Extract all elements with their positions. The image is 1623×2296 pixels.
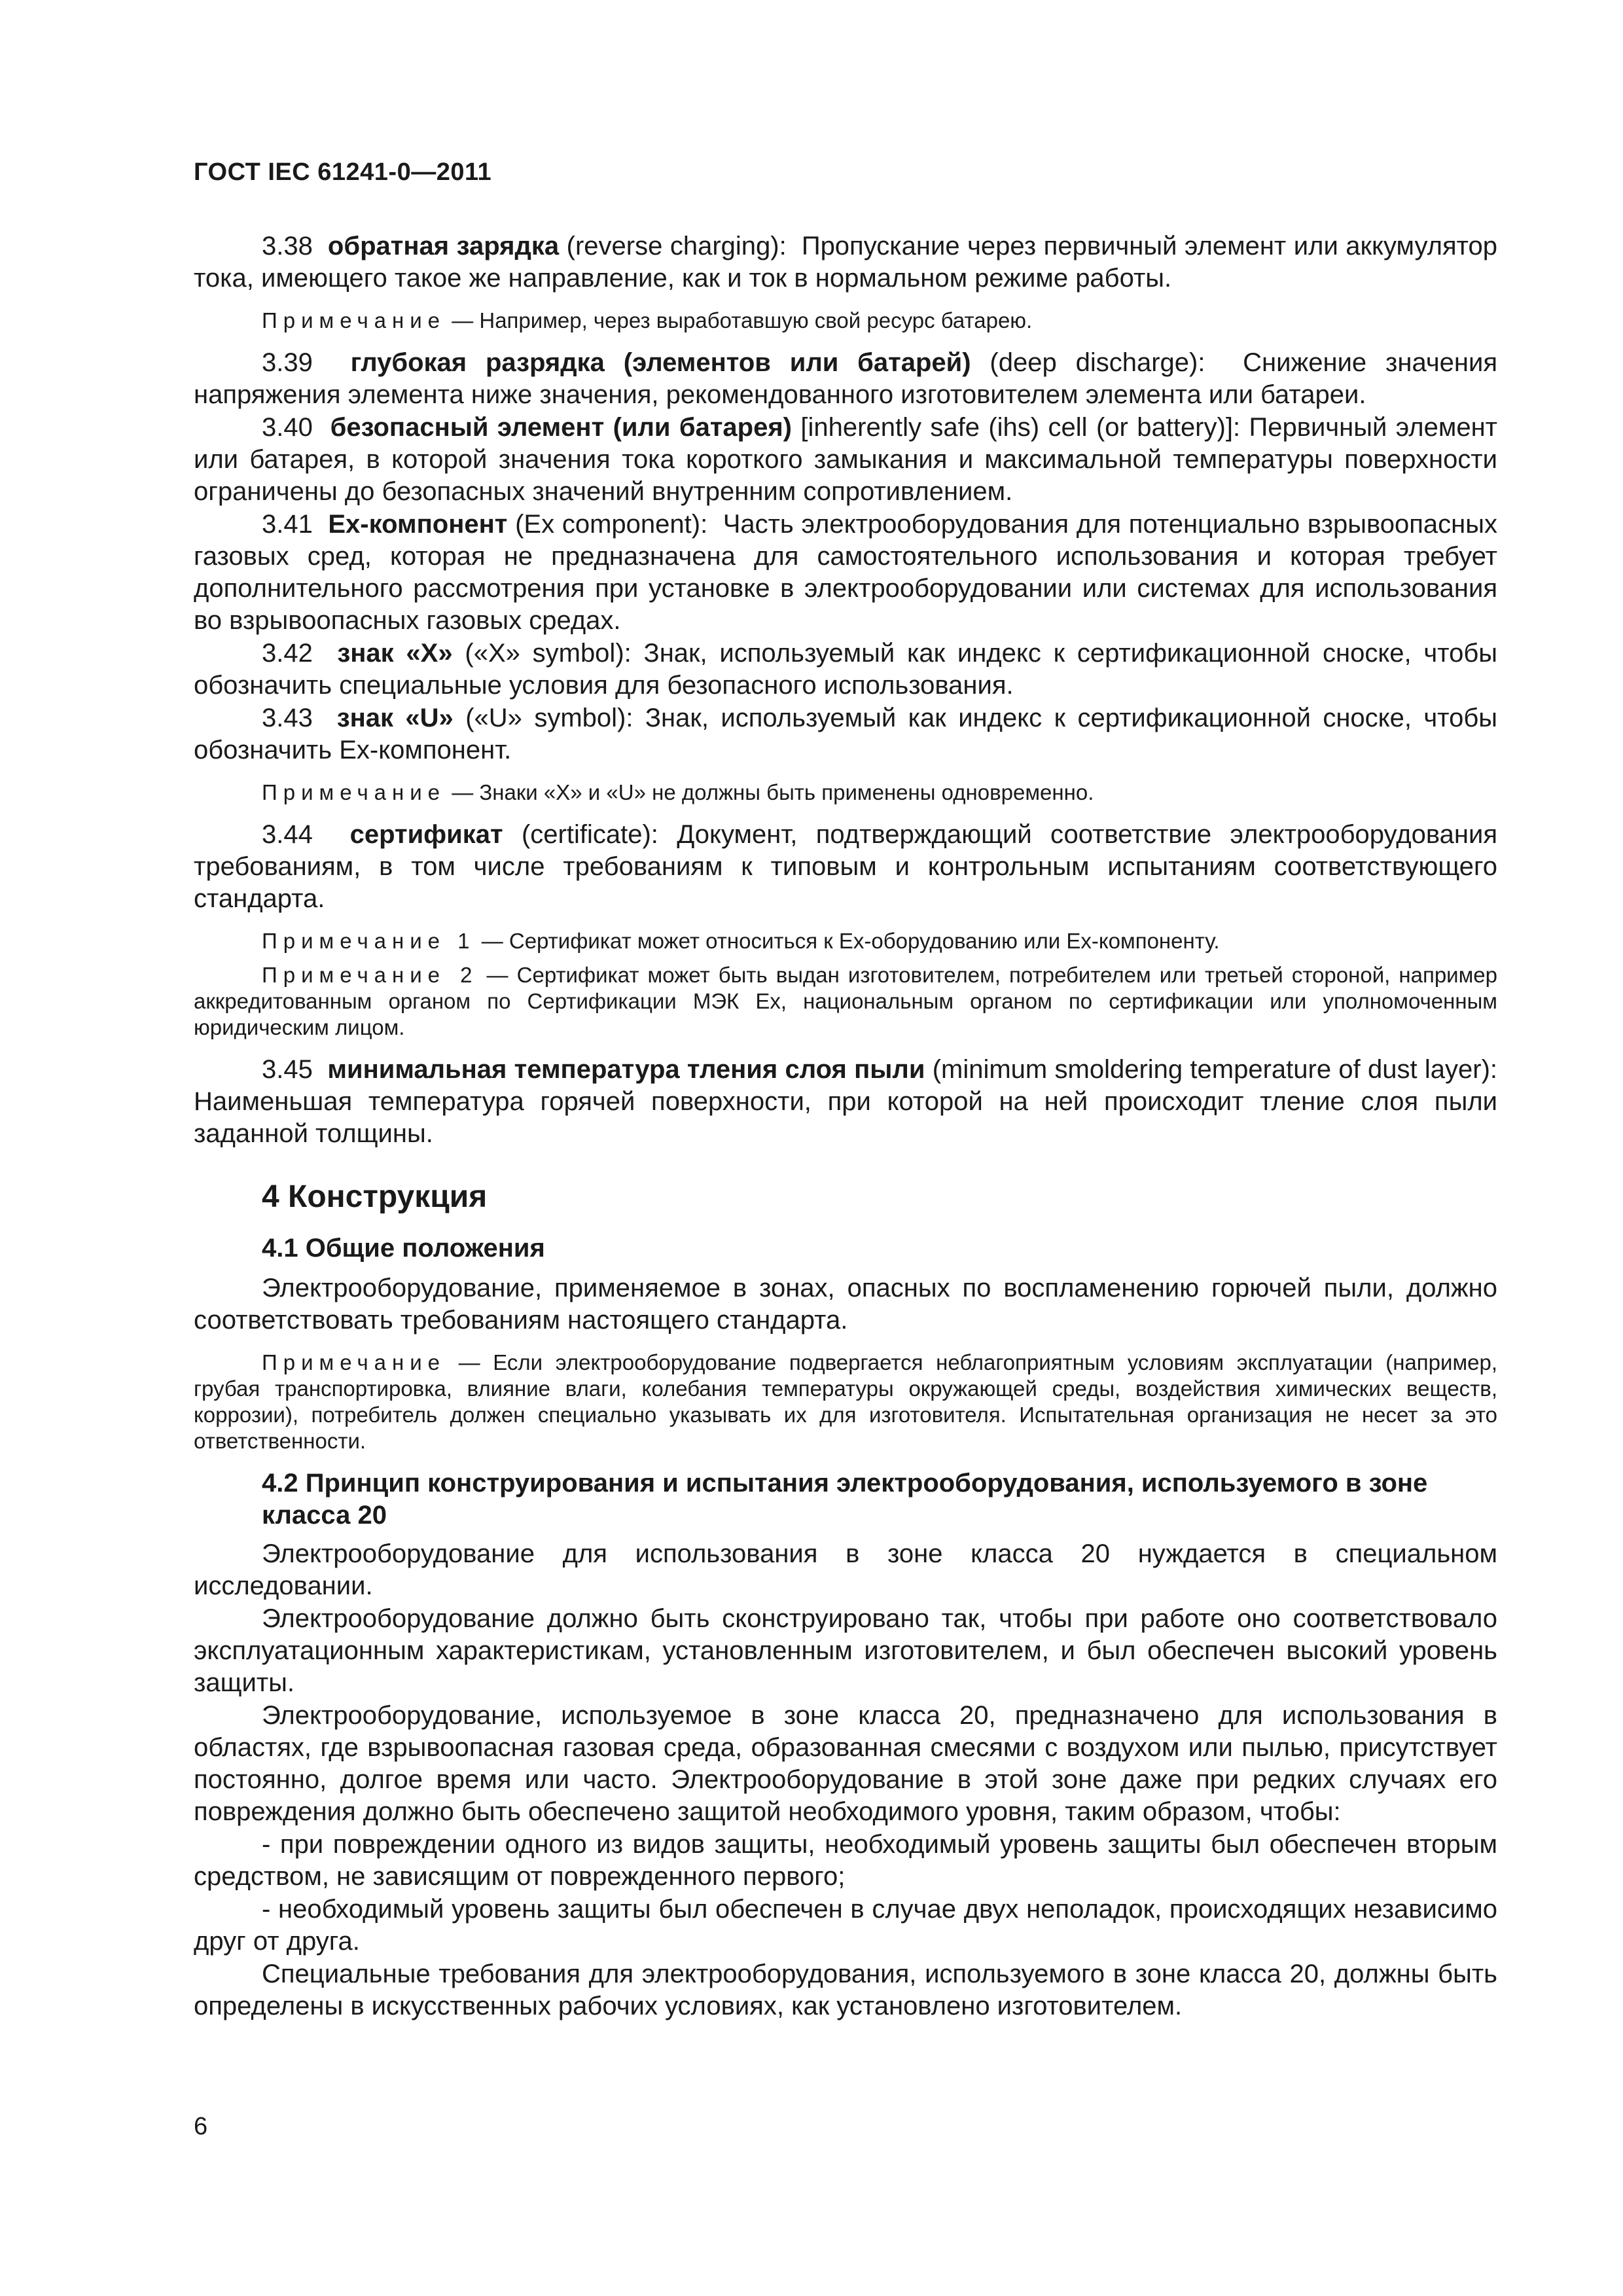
term-3-42 [194,637,1497,702]
term-name: глубокая разрядка (элементов или батарей) [350,348,971,377]
note-3-38 [194,308,1497,334]
note-label: Примечание [262,1350,446,1374]
note-text: — Сертификат может быть выдан изготовителем, потребителем или третьей стороной, например аккредитованным органом по Сертификации МЭК Ex, национальным органом по сертификации или уполномоченным юридическим лицом. [194,963,1498,1039]
term-english: (certificate): [521,820,658,849]
note-4-1 [194,1350,1497,1454]
term-3-43 [194,702,1497,766]
term-number: 3.43 [262,704,313,732]
section-4-1-paragraph: Электрооборудование, применяемое в зонах, опасных по воспламенению горючей пыли, должно соответствовать требованиям настоящего стандарта. [194,1274,1497,1335]
term-number: 3.40 [262,413,313,442]
section-4-2-bullet-1: - при повреждении одного из видов защиты, необходимый уровень защиты был обеспечен вторым средством, не зависящим от поврежденного первого; [194,1830,1497,1891]
term-3-40 [194,412,1497,508]
term-definition: Первичный элемент или батарея, в которой значения тока короткого замыкания и максимальной температуры поверхности ограничены до безопасных значений внутренним сопротивлением. [194,413,1497,506]
section-4-1-heading: 4.1 Общие положения [262,1234,545,1263]
note-text: — Сертификат может относиться к Ex-оборудованию или Ex-компоненту. [481,929,1220,953]
note-3-44-2 [194,962,1497,1041]
term-number: 3.42 [262,639,313,668]
note-3-43 [194,780,1497,806]
term-english: («U» symbol): [465,704,633,732]
term-3-44 [194,819,1497,915]
section-4-2-paragraph-4: Специальные требования для электрооборудования, используемого в зоне класса 20, должны быть определены в искусственных рабочих условиях, как установлено изготовителем. [194,1960,1497,2020]
note-3-44-1 [194,928,1497,954]
page-number: 6 [194,2113,208,2140]
term-english: [inherently safe (ihs) cell (or battery)]: [800,413,1241,442]
term-name: минимальная температура тления слоя пыли [327,1055,925,1084]
note-label: Примечание [262,308,446,332]
term-name: Ex-компонент [328,510,508,539]
note-text: — Если электрооборудование подвергается неблагоприятным условиям эксплуатации (например, грубая транспортировка, влияние влаги, колебания температуры окружающей среды, воздействия химических веществ, коррозии), потребитель должен специально указывать их для изготовителя. Испытательная организация не несет за это ответственности. [194,1350,1497,1453]
term-name: знак «X» [337,639,453,668]
section-4-2-paragraph-2: Электрооборудование должно быть сконструировано так, чтобы при работе оно соответствовало эксплуатационным характеристикам, установленным изготовителем, и был обеспечен высокий уровень защиты. [194,1604,1497,1697]
document-header: ГОСТ IEC 61241-0—2011 [194,158,492,186]
note-text: — Знаки «X» и «U» не должны быть применены одновременно. [452,780,1094,804]
term-english: (reverse charging): [566,232,787,260]
term-definition: Часть электрооборудования для потенциально взрывоопасных газовых сред, которая не предназначена для самостоятельного использования и которая требует дополнительного рассмотрения при установке в электрооборудовании или системах для использования во взрывоопасных газовых средах. [194,510,1497,635]
term-name: обратная зарядка [327,232,560,260]
term-definition: Снижение значения напряжения элемента ниже значения, рекомендованного изготовителем элемента или батареи. [194,348,1498,409]
term-number: 3.39 [262,348,313,377]
section-4-2-heading: 4.2 Принцип конструирования и испытания электрооборудования, используемого в зоне класса 20 [262,1469,1428,1530]
section-4-heading: 4 Конструкция [262,1179,488,1214]
term-definition: Знак, используемый как индекс к сертификационной сноске, чтобы обозначить специальные условия для безопасного использования. [194,639,1498,700]
term-number: 3.45 [262,1055,313,1084]
term-definition: Наименьшая температура горячей поверхности, при которой на ней происходит тление слоя пыли заданной толщины. [194,1087,1497,1148]
note-label: Примечание 2 [262,963,478,987]
term-3-45 [194,1054,1497,1150]
section-4-2-paragraph-3: Электрооборудование, используемое в зоне класса 20, предназначено для использования в областях, где взрывоопасная газовая среда, образованная смесями с воздухом или пылью, присутствует постоянно, долгое время или часто. Электрооборудование в этой зоне даже при редких случаях его повреждения должно быть обеспечено защитой необходимого уровня, таким образом, чтобы: [194,1701,1497,1826]
term-name: безопасный элемент (или батарея) [330,413,792,442]
term-definition: Знак, используемый как индекс к сертификационной сноске, чтобы обозначить Ex-компонент. [194,704,1497,764]
note-label: Примечание [262,780,446,804]
term-3-39 [194,347,1497,411]
term-english: («X» symbol): [465,639,632,668]
term-english: (minimum smoldering temperature of dust layer): [932,1055,1497,1084]
section-4-2-paragraph-1: Электрооборудование для использования в зоне класса 20 нуждается в специальном исследовании. [194,1539,1497,1600]
term-definition: Документ, подтверждающий соответствие электрооборудования требованиям, в том числе требованиям к типовым и контрольным испытаниям соответствующего стандарта. [194,820,1497,913]
document-body [194,230,1497,2022]
term-3-41 [194,509,1497,637]
section-4-2-bullet-2: - необходимый уровень защиты был обеспечен в случае двух неполадок, происходящих независимо друг от друга. [194,1895,1497,1956]
term-english: (Ex component): [515,510,708,539]
note-label: Примечание 1 [262,929,476,953]
term-name: знак «U» [336,704,454,732]
term-english: (deep discharge): [990,348,1205,377]
note-text: — Например, через выработавшую свой ресурс батарею. [452,308,1033,332]
term-number: 3.41 [262,510,313,539]
term-number: 3.38 [262,232,313,260]
term-definition: Пропускание через первичный элемент или аккумулятор тока, имеющего такое же направление, как и ток в нормальном режиме работы. [194,232,1497,293]
term-name: сертификат [349,820,503,849]
term-3-38 [194,230,1497,295]
term-number: 3.44 [262,820,313,849]
